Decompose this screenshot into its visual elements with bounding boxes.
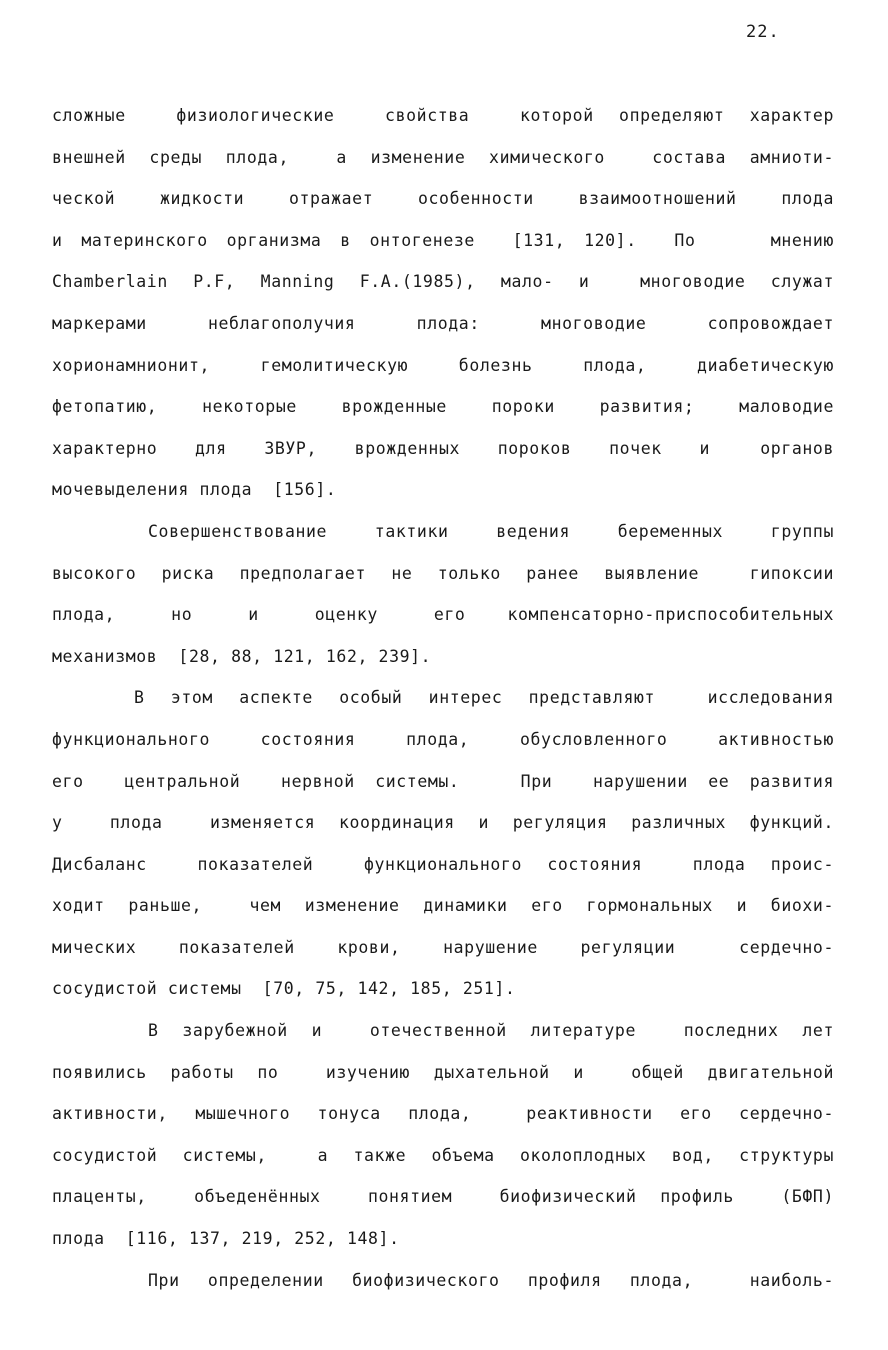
text-line: функционального состояния плода, обусловленного активностью bbox=[52, 729, 834, 749]
text-line: плаценты, объеденённых понятием биофизический профиль (БФП) bbox=[52, 1187, 834, 1207]
text-line: высокого риска предполагает не только ранее выявление гипоксии bbox=[52, 563, 834, 583]
text-line: фетопатию, некоторые врожденные пороки развития; маловодие bbox=[52, 397, 834, 417]
page-number: 22. bbox=[746, 22, 780, 42]
text-line: активности, мышечного тонуса плода, реактивности его сердечно- bbox=[52, 1104, 834, 1124]
text-line: плода, но и оценку его компенсаторно-приспособительных bbox=[52, 605, 834, 625]
paragraph-first-line: В этом аспекте особый интерес представляют исследования bbox=[134, 688, 834, 708]
paragraph-last-line: мочевыделения плода [156]. bbox=[52, 480, 337, 500]
paragraph-first-line: При определении биофизического профиля плода, наиболь- bbox=[148, 1270, 834, 1290]
text-line: хорионамнионит, гемолитическую болезнь плода, диабетическую bbox=[52, 355, 834, 375]
text-line: маркерами неблагополучия плода: многоводие сопровождает bbox=[52, 313, 834, 333]
text-line: мических показателей крови, нарушение регуляции сердечно- bbox=[52, 937, 834, 957]
paragraph-last-line: плода [116, 137, 219, 252, 148]. bbox=[52, 1229, 400, 1249]
text-line: сложные физиологические свойства которой определяют характер bbox=[52, 106, 834, 125]
paragraph-last-line: сосудистой системы [70, 75, 142, 185, 251]. bbox=[52, 979, 516, 999]
paragraph-first-line: В зарубежной и отечественной литературе последних лет bbox=[148, 1021, 834, 1041]
text-line: ходит раньше, чем изменение динамики его гормональных и биохи- bbox=[52, 896, 834, 916]
text-line: его центральной нервной системы. При нарушении ее развития bbox=[52, 771, 834, 791]
document-text-body bbox=[52, 100, 834, 1306]
text-line: появились работы по изучению дыхательной и общей двигательной bbox=[52, 1062, 834, 1082]
text-line: характерно для ЗВУР, врожденных пороков почек и органов bbox=[52, 438, 834, 458]
text-line: Chamberlain P.F, Manning F.A.(1985), мало- и многоводие служат bbox=[52, 272, 834, 292]
paragraph-first-line: Совершенствование тактики ведения беременных группы bbox=[148, 521, 834, 541]
text-line: внешней среды плода, а изменение химического состава амниоти- bbox=[52, 147, 834, 167]
text-line: и материнского организма в онтогенезе [131, 120]. По мнению bbox=[52, 230, 834, 250]
text-line: ческой жидкости отражает особенности взаимоотношений плода bbox=[52, 189, 834, 209]
paragraph-last-line: механизмов [28, 88, 121, 162, 239]. bbox=[52, 646, 432, 666]
text-line: сосудистой системы, а также объема околоплодных вод, структуры bbox=[52, 1145, 834, 1165]
text-line: у плода изменяется координация и регуляция различных функций. bbox=[52, 813, 834, 833]
text-line: Дисбаланс показателей функционального состояния плода проис- bbox=[52, 854, 834, 874]
